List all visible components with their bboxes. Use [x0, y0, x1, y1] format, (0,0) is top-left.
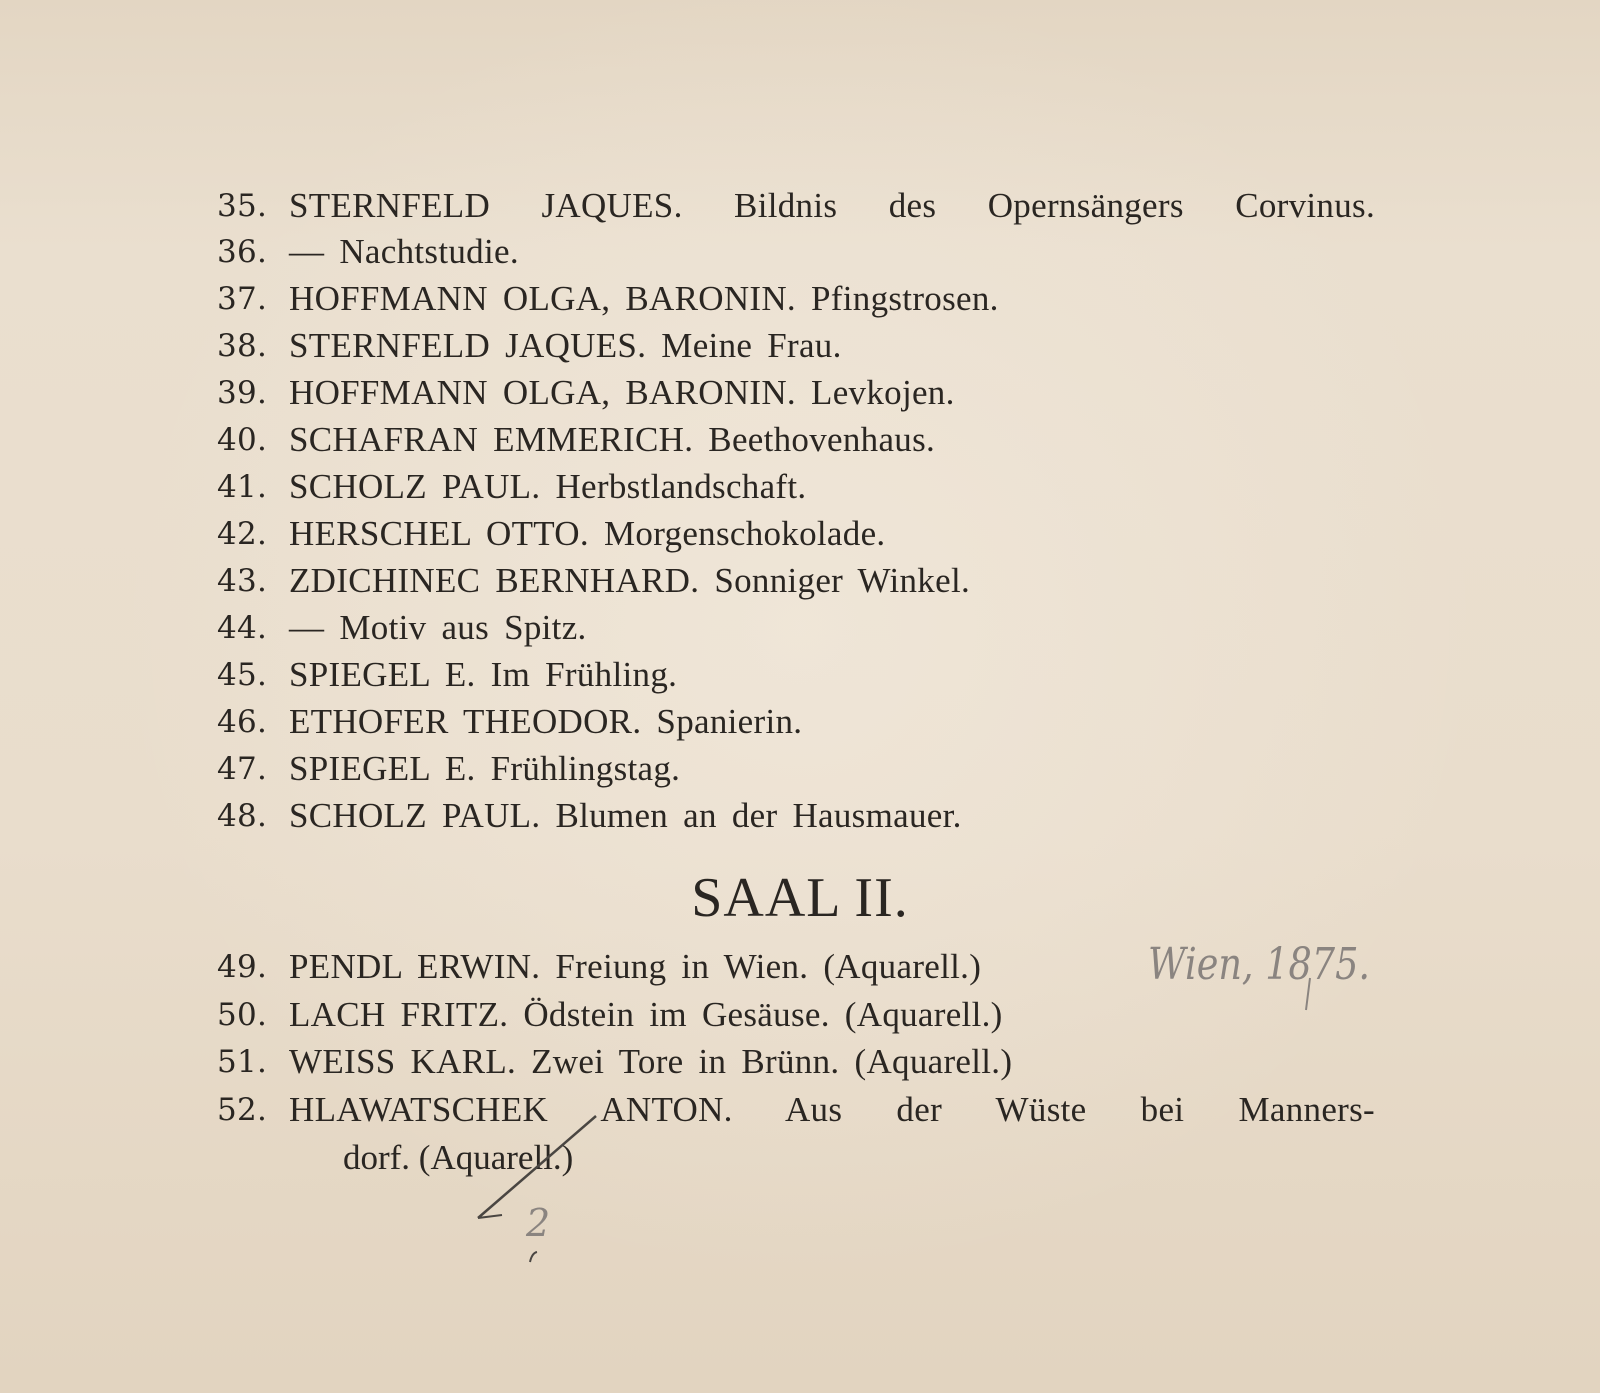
- entry-number: 46.: [217, 704, 268, 740]
- entry-text: SPIEGEL E. Im Frühling.: [289, 655, 678, 694]
- entry-number: 52.: [217, 1092, 268, 1128]
- catalogue-entry: [217, 514, 1377, 554]
- catalogue-entry: [217, 326, 1377, 366]
- entry-text: SPIEGEL E. Frühlingstag.: [289, 749, 681, 788]
- entry-number: 37.: [217, 281, 268, 317]
- catalogue-entry: [217, 1090, 1377, 1130]
- entry-number: 50.: [217, 997, 268, 1033]
- handwritten-mark: 2: [526, 1201, 551, 1245]
- entry-text: HOFFMANN OLGA, BARONIN. Pfingstrosen.: [289, 279, 999, 318]
- entry-text: PENDL ERWIN. Freiung in Wien. (Aquarell.): [289, 947, 982, 986]
- entry-number: 38.: [217, 328, 268, 364]
- entry-text: STERNFELD JAQUES. Bildnis des Opernsängers Corvinus.: [289, 186, 1375, 225]
- entry-text: — Nachtstudie.: [289, 232, 519, 271]
- entry-text: SCHOLZ PAUL. Herbstlandschaft.: [289, 467, 807, 506]
- entry-number: 41.: [217, 469, 268, 505]
- entry-text: HERSCHEL OTTO. Morgenschokolade.: [289, 514, 886, 553]
- catalogue-entry: [217, 608, 1377, 648]
- catalogue-entry: [217, 420, 1377, 460]
- catalogue-entry: [217, 749, 1377, 789]
- catalogue-entry: [217, 995, 1377, 1035]
- entry-number: 47.: [217, 751, 268, 787]
- catalogue-entry: [217, 232, 1377, 272]
- entry-text: ETHOFER THEODOR. Spanierin.: [289, 702, 803, 741]
- entry-number: 36.: [217, 234, 268, 270]
- pencil-stroke: [530, 1252, 537, 1262]
- entry-number: 42.: [217, 516, 268, 552]
- catalogue-entry: [217, 702, 1377, 742]
- handwritten-note: Wien, 1875.: [1148, 939, 1370, 990]
- catalogue-entry: [217, 279, 1377, 319]
- catalogue-entry: [217, 561, 1377, 601]
- section-heading: SAAL II.: [691, 867, 909, 929]
- catalogue-entry: [217, 1042, 1377, 1082]
- entry-number: 35.: [217, 188, 268, 224]
- catalogue-entry: [217, 467, 1377, 507]
- entry-number: 39.: [217, 375, 268, 411]
- entry-number: 40.: [217, 422, 268, 458]
- entry-text: HLAWATSCHEK ANTON. Aus der Wüste bei Manners-: [289, 1090, 1375, 1129]
- catalogue-entry: [217, 373, 1377, 413]
- catalogue-entry: [217, 796, 1377, 836]
- entry-text: — Motiv aus Spitz.: [289, 608, 587, 647]
- entry-text: ZDICHINEC BERNHARD. Sonniger Winkel.: [289, 561, 971, 600]
- entry-text: HOFFMANN OLGA, BARONIN. Levkojen.: [289, 373, 955, 412]
- entry-number: 44.: [217, 610, 268, 646]
- entry-text: SCHOLZ PAUL. Blumen an der Hausmauer.: [289, 796, 962, 835]
- entry-number: 51.: [217, 1044, 268, 1080]
- entry-number: 45.: [217, 657, 268, 693]
- catalogue-entry: [217, 947, 1377, 987]
- pencil-stroke: [478, 1215, 502, 1218]
- entry-number: 43.: [217, 563, 268, 599]
- entry-text: LACH FRITZ. Ödstein im Gesäuse. (Aquarell.): [289, 995, 1003, 1034]
- entry-text: STERNFELD JAQUES. Meine Frau.: [289, 326, 842, 365]
- catalogue-entry: [217, 655, 1377, 695]
- entry-number: 48.: [217, 798, 268, 834]
- entry-number: 49.: [217, 949, 268, 985]
- entry-continuation: dorf. (Aquarell.): [343, 1138, 574, 1177]
- entry-text: WEISS KARL. Zwei Tore in Brünn. (Aquarell.): [289, 1042, 1013, 1081]
- catalogue-entry: [217, 186, 1377, 226]
- entry-text: SCHAFRAN EMMERICH. Beethovenhaus.: [289, 420, 936, 459]
